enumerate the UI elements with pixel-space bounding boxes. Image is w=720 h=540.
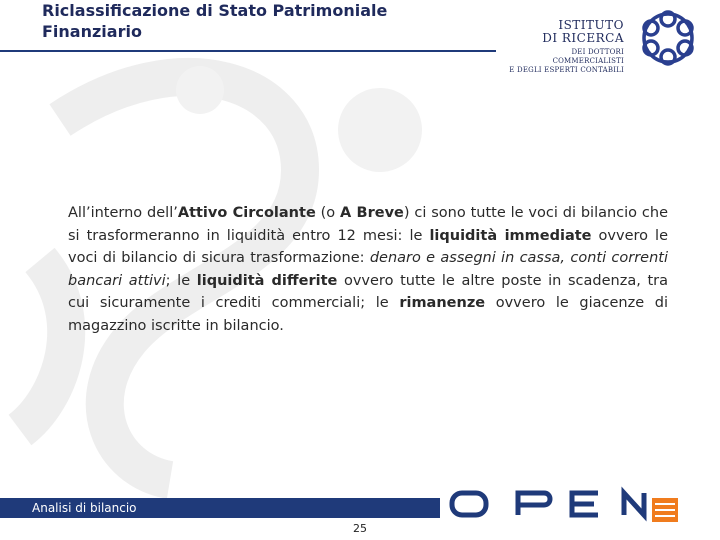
examples-liquidita-immediate: denaro e assegni in cassa, conti correnti bancari attivi [68,250,668,289]
term-rimanenze: rimanenze [399,295,486,311]
text-segment: ) ci sono tutte le voci di bilancio che si trasformeranno in liquidità entro 12 mesi: le [68,205,668,244]
footer-label: Analisi di bilancio [32,501,137,515]
logo-line-4: E DEGLI ESPERTI CONTABILI [509,66,624,74]
open-logo-icon [448,484,684,524]
page-title [42,0,512,42]
title-line-2: Finanziario [42,22,142,41]
text-segment: (o [315,205,341,221]
page-number: 25 [353,522,367,535]
text-segment: All’interno dell’ [68,205,178,221]
text-segment: ; le [165,272,197,289]
irdcec-emblem-icon [640,6,696,70]
term-liquidita-immediate: liquidità immediate [429,227,592,244]
institute-logo [500,6,700,80]
text-segment: ovvero tutte le altre poste in scadenza, tra cui sicuramente i crediti commerciali; le [68,272,668,311]
logo-line-2: DI RICERCA [542,31,624,45]
title-divider [0,50,496,52]
institute-logo-text [500,6,624,75]
logo-line-3: DEI DOTTORI COMMERCIALISTI [552,48,624,65]
text-segment: ovvero le voci di bilancio di sicura trasformazione: [68,227,668,266]
logo-line-1: ISTITUTO [558,18,624,32]
term-liquidita-differite: liquidità differite [196,272,338,289]
term-attivo-circolante: Attivo Circolante [177,205,316,221]
title-line-1: Riclassificazione di Stato Patrimoniale [42,1,388,20]
term-a-breve: A Breve [340,205,404,221]
body-paragraph [68,202,668,337]
text-segment: ovvero le giacenze di magazzino iscritte in bilancio. [68,295,668,334]
